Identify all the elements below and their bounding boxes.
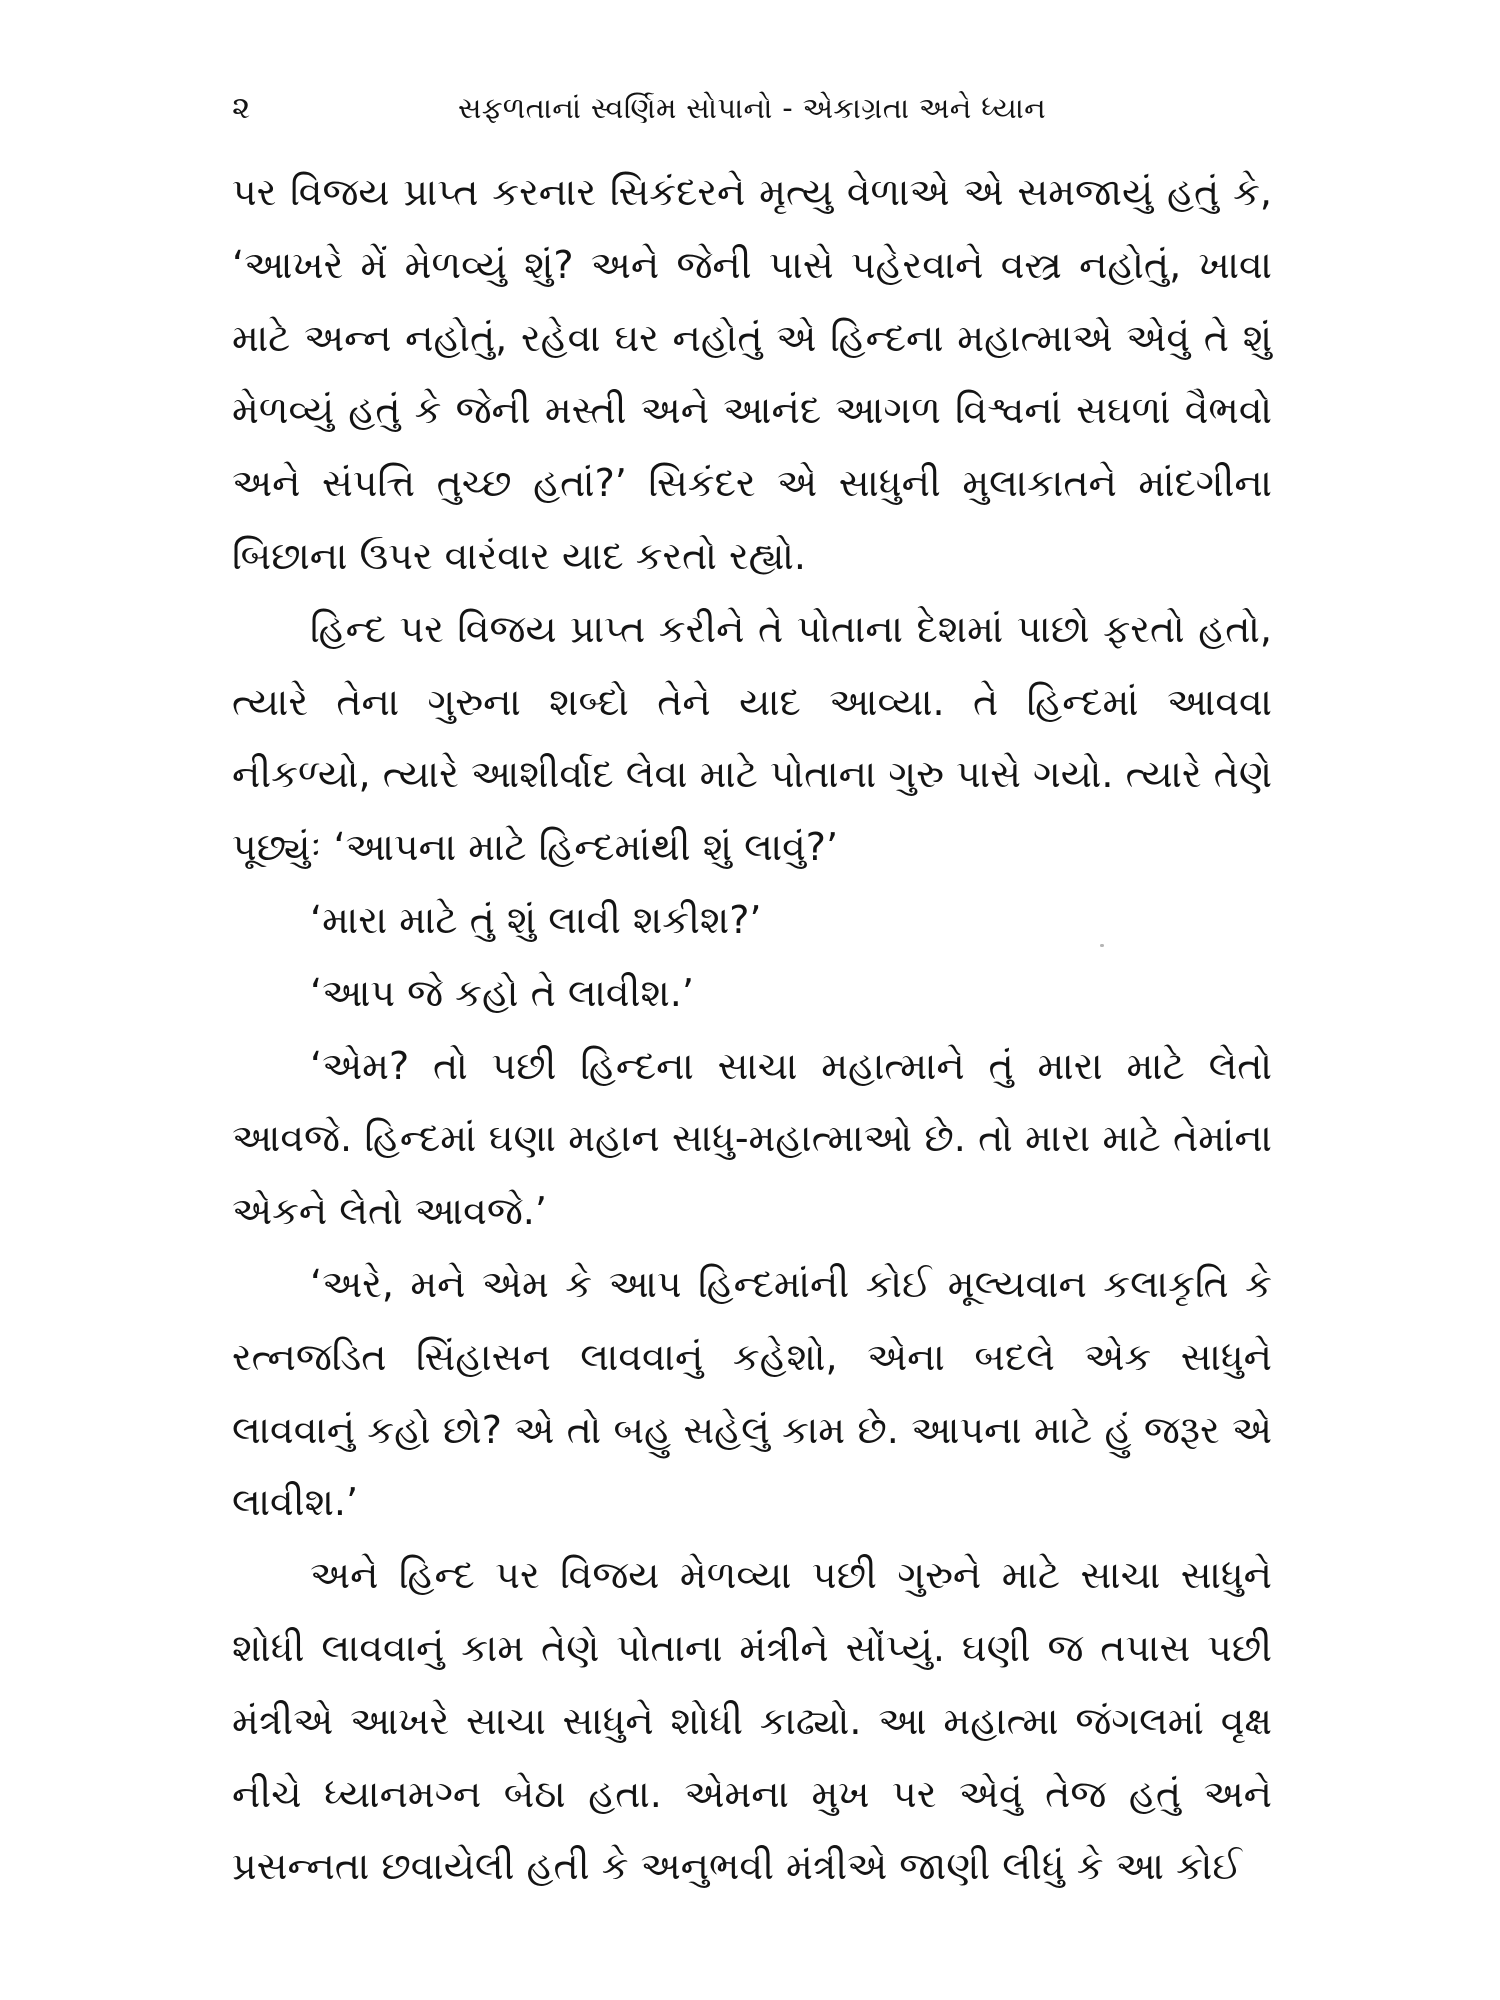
page-body — [232, 156, 1272, 1903]
paragraph-minister-search: અને હિન્દ પર વિજય મેળવ્યા પછી ગુરુને માટે સાચા સાધુને શોધી લાવવાનું કામ તેણે પોતાના મંત્રીને સોંપ્યું. ઘણી જ તપાસ પછી મંત્રીએ આખરે સાચા સાધુને શોધી કાઢ્યો. આ મહાત્મા જંગલમાં વૃક્ષ નીચે ધ્યાનમગ્ન બેઠા હતા. એમના મુખ પર એવું તેજ હતું અને પ્રસન્નતા છવાયેલી હતી કે અનુભવી મંત્રીએ જાણી લીધું કે આ કોઈ — [232, 1553, 1272, 1889]
paragraph-dialogue-reply: ‘આપ જે કહો તે લાવીશ.’ — [310, 970, 694, 1015]
running-header — [232, 80, 1272, 136]
paragraph-dialogue-surprise: ‘અરે, મને એમ કે આપ હિન્દમાંની કોઈ મૂલ્યવાન કલાકૃતિ કે રત્નજડિત સિંહાસન લાવવાનું કહેશો, એના બદલે એક સાધુને લાવવાનું કહો છો? એ તો બહુ સહેલું કામ છે. આપના માટે હું જરૂર એ લાવીશ.’ — [232, 1261, 1272, 1525]
paragraph-dialogue-request: ‘એમ? તો પછી હિન્દના સાચા મહાત્માને તું મારા માટે લેતો આવજે. હિન્દમાં ઘણા મહાન સાધુ-મહાત્માઓ છે. તો મારા માટે તેમાંના એકને લેતો આવજે.’ — [232, 1043, 1272, 1234]
book-title: સફળતાનાં સ્વર્ણિમ સોપાનો - એકાગ્રતા અને ધ્યાન — [457, 91, 1047, 125]
scan-speck — [1100, 944, 1104, 947]
page-number: ૨ — [232, 90, 251, 126]
paragraph-return-journey: હિન્દ પર વિજય પ્રાપ્ત કરીને તે પોતાના દેશમાં પાછો ફરતો હતો, ત્યારે તેના ગુરુના શબ્દો તેને યાદ આવ્યા. તે હિન્દમાં આવવા નીકળ્યો, ત્યારે આશીર્વાદ લેવા માટે પોતાના ગુરુ પાસે ગયો. ત્યારે તેણે પૂછ્યુંઃ ‘આપના માટે હિન્દમાંથી શું લાવું?’ — [232, 606, 1272, 870]
paragraph-dialogue-guru-question: ‘મારા માટે તું શું લાવી શકીશ?’ — [310, 897, 762, 942]
paragraph-sikandar-reflection: પર વિજય પ્રાપ્ત કરનાર સિકંદરને મૃત્યુ વેળાએ એ સમજાયું હતું કે, ‘આખરે મેં મેળવ્યું શું? અને જેની પાસે પહેરવાને વસ્ત્ર નહોતું, ખાવા માટે અન્ન નહોતું, રહેવા ઘર નહોતું એ હિન્દના મહાત્માએ એવું તે શું મેળવ્યું હતું કે જેની મસ્તી અને આનંદ આગળ વિશ્વનાં સઘળાં વૈભવો અને સંપત્તિ તુચ્છ હતાં?’ સિકંદર એ સાધુની મુલાકાતને માંદગીના બિછાના ઉપર વારંવાર યાદ કરતો રહ્યો. — [232, 170, 1272, 578]
